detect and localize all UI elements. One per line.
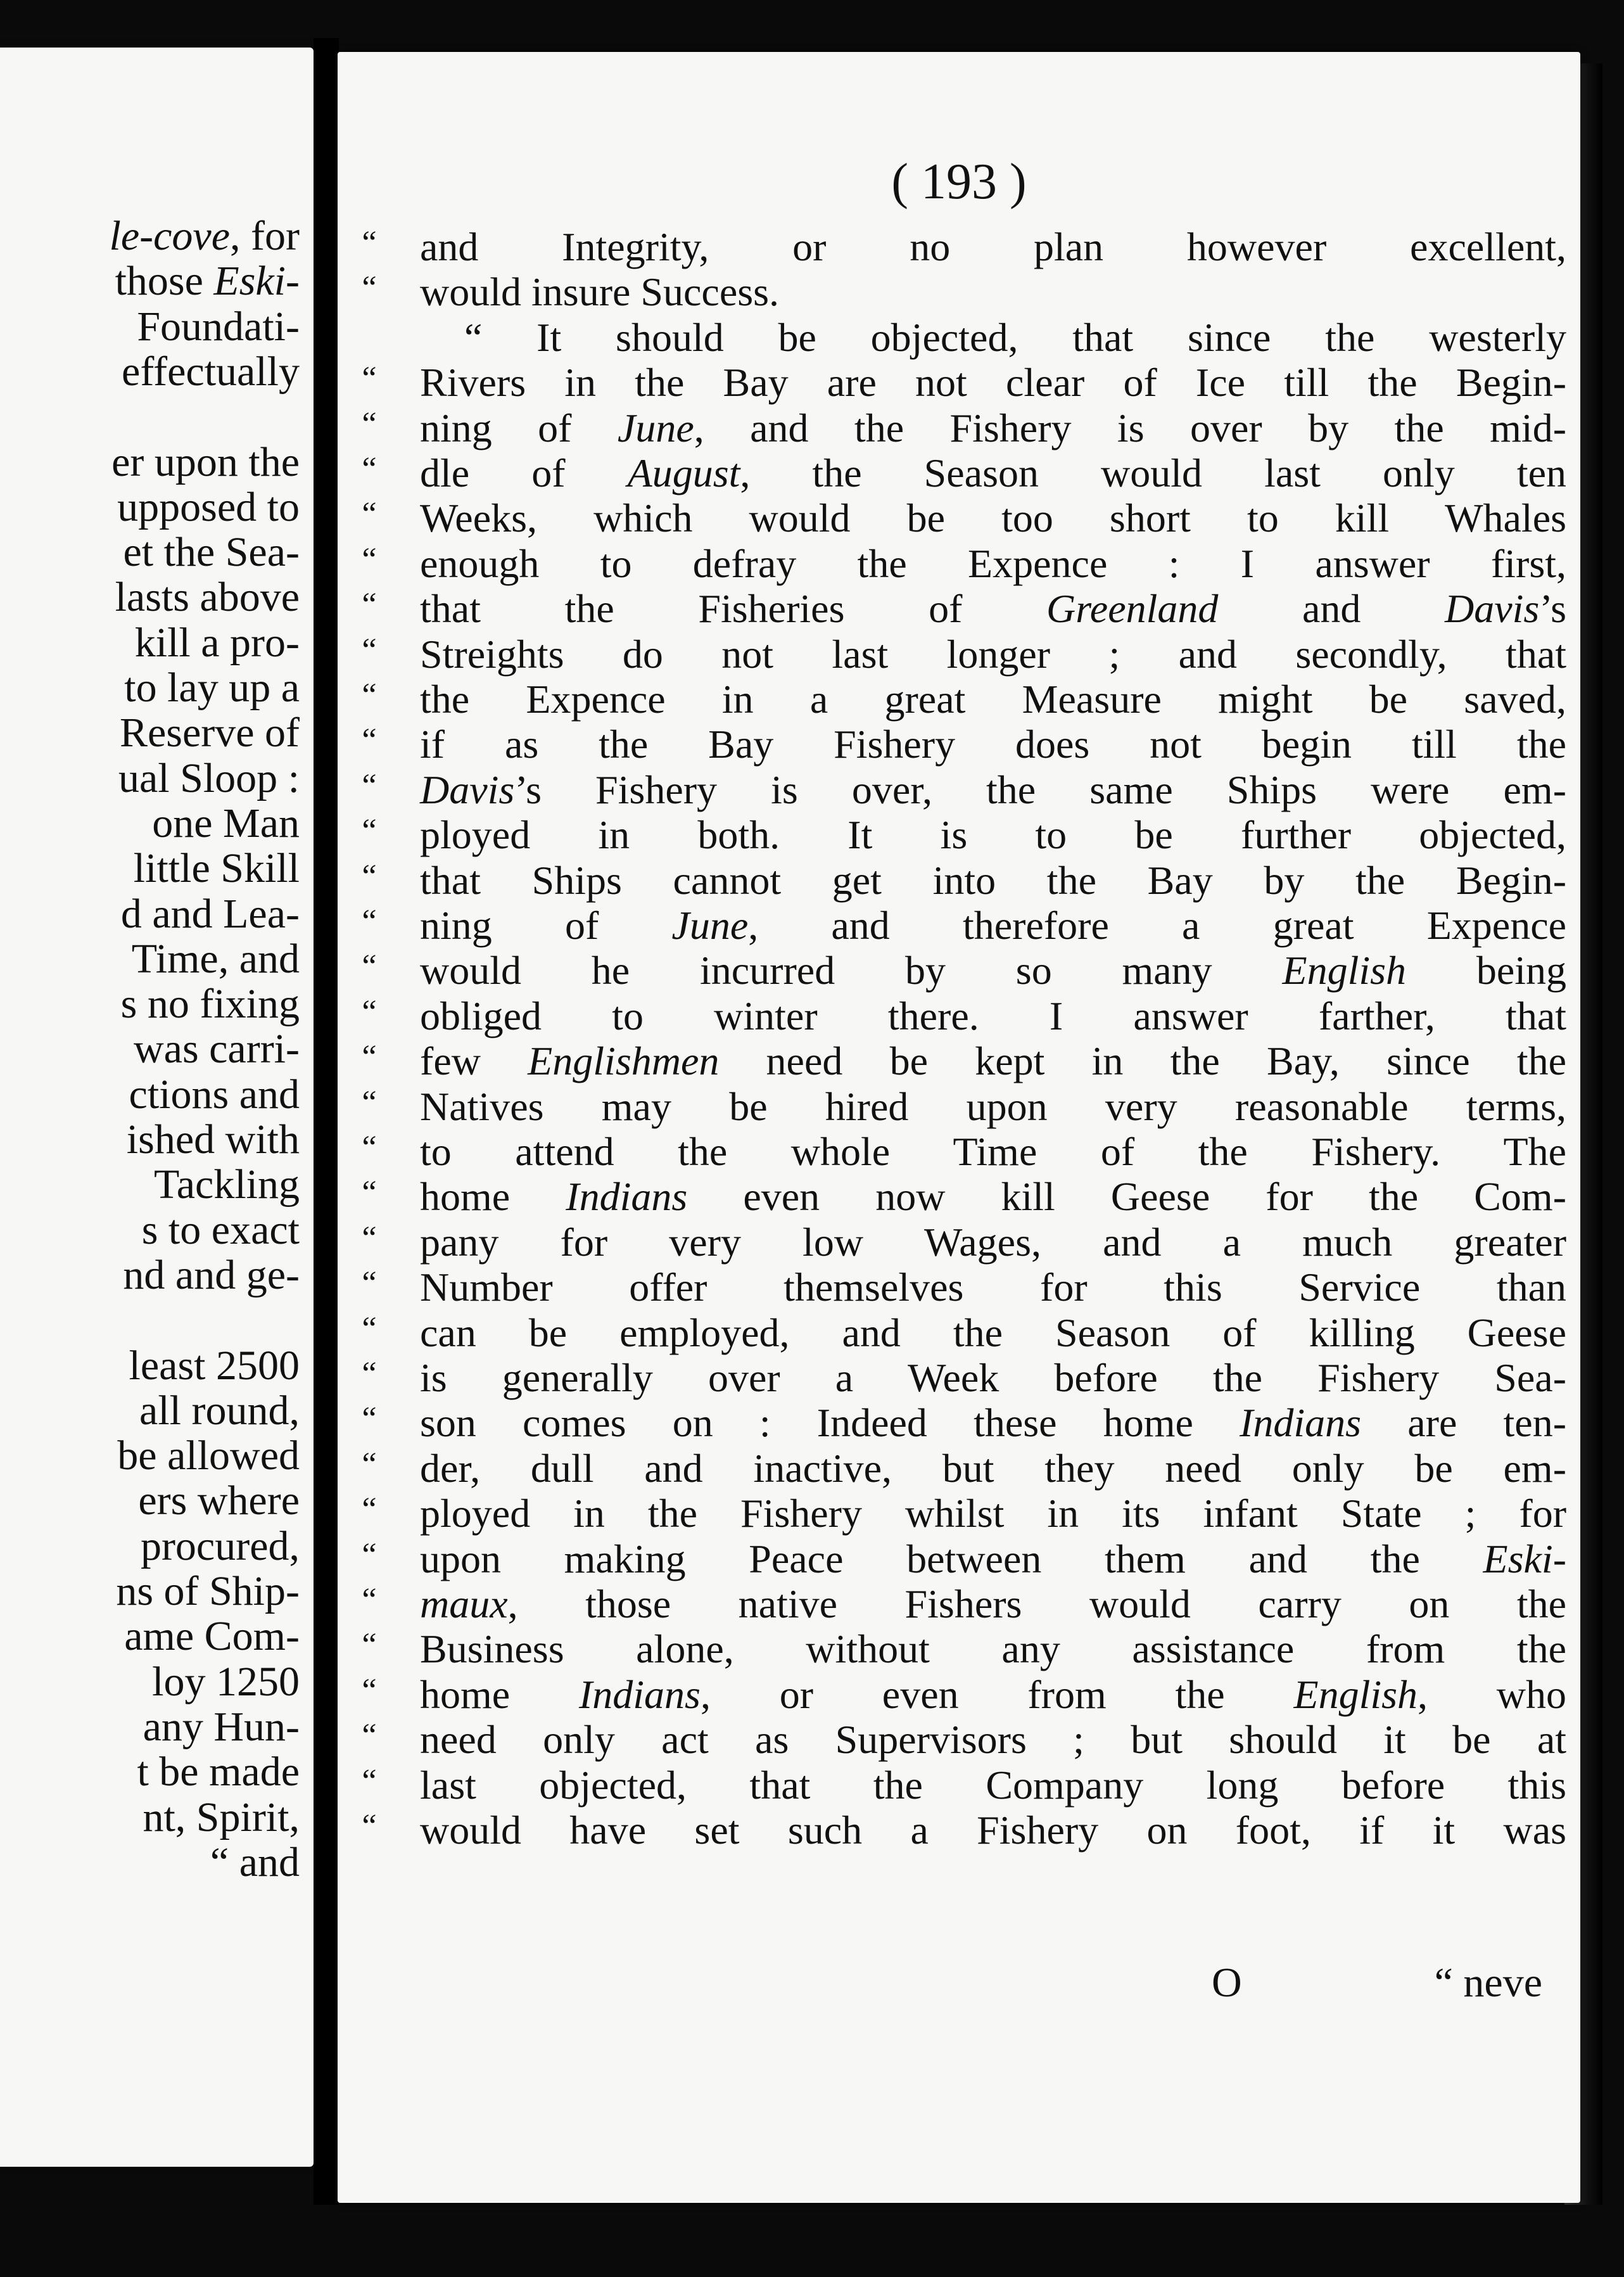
text-line (362, 1308, 1566, 1358)
left-page-line: s no fixing (120, 981, 300, 1028)
quote-mark: “ (362, 1672, 377, 1709)
left-page-line: le-cove, for (109, 213, 300, 259)
left-page-line: d and Lea- (120, 890, 300, 937)
quote-mark: “ (362, 1084, 377, 1121)
text-line (362, 810, 1566, 860)
text-line (362, 1669, 1567, 1720)
line-text: Business alone, without any assistance from the (420, 1626, 1566, 1672)
left-page-line: be allowed (117, 1432, 300, 1479)
text-line (362, 448, 1566, 499)
quote-mark: “ (362, 1310, 377, 1347)
quote-mark: “ (362, 1582, 377, 1618)
text-line (362, 1488, 1566, 1539)
left-page-line: ns of Ship- (116, 1568, 300, 1614)
left-page-line: upposed to (117, 483, 300, 530)
left-page-line: least 2500 (129, 1342, 300, 1389)
left-page-line: one Man (152, 800, 300, 846)
quote-mark: “ (362, 993, 377, 1030)
quote-mark: “ (362, 858, 377, 895)
left-page-line: those Eski- (115, 258, 300, 305)
quote-mark: “ (362, 1808, 377, 1844)
text-line (362, 493, 1566, 544)
quote-mark: “ (362, 632, 377, 668)
text-line (362, 1760, 1566, 1811)
line-text: son comes on : Indeed these home Indians are ten- (420, 1400, 1567, 1446)
quote-mark: “ (362, 1130, 377, 1166)
quote-mark: “ (362, 1220, 377, 1256)
left-page-line: kill a pro- (134, 619, 300, 666)
left-page-line: s to exact (141, 1206, 300, 1253)
text-line (362, 1805, 1566, 1856)
line-text: would have set such a Fishery on foot, if it was (420, 1808, 1566, 1853)
text-line (362, 991, 1566, 1042)
line-text: pany for very low Wages, and a much greater (420, 1219, 1566, 1265)
text-line (362, 1126, 1566, 1177)
left-page-line: et the Sea- (123, 529, 300, 576)
line-text: Natives may be hired upon very reasonable terms, (420, 1083, 1566, 1129)
text-line (362, 539, 1566, 589)
quote-mark: “ (362, 1718, 377, 1754)
text-line (362, 1624, 1566, 1674)
line-text: “ It should be objected, that since the westerly (464, 314, 1566, 360)
text-line (362, 1036, 1567, 1087)
quote-mark: “ (362, 1763, 377, 1799)
left-page-line: ame Com- (124, 1613, 300, 1660)
line-text: ning of June, and the Fishery is over by the mid- (420, 405, 1567, 450)
quote-mark: “ (362, 1356, 377, 1392)
line-text: few Englishmen need be kept in the Bay, since the (420, 1038, 1567, 1084)
line-text: Rivers in the Bay are not clear of Ice till the Begin- (420, 360, 1566, 405)
quote-mark: “ (362, 405, 377, 442)
quote-mark: “ (362, 1401, 377, 1438)
line-text: would insure Success. (420, 269, 780, 315)
quote-mark: “ (362, 903, 377, 940)
left-page-line: loy 1250 (152, 1658, 300, 1705)
left-page-line: ctions and (129, 1071, 300, 1118)
left-page-line: all round, (139, 1387, 300, 1434)
catchword: “ neve (1434, 1960, 1542, 2006)
line-text: would he incurred by so many English being (420, 948, 1567, 993)
quote-mark: “ (362, 270, 377, 307)
text-line (362, 629, 1566, 680)
left-page-line: nd and ge- (123, 1251, 300, 1298)
quote-mark: “ (362, 1175, 377, 1211)
text-line (362, 1398, 1567, 1448)
line-text: ployed in both. It is to be further objected, (420, 812, 1566, 858)
text-line (362, 1217, 1566, 1268)
line-text: upon making Peace between them and the Eski- (420, 1536, 1566, 1581)
left-page-line: any Hun- (143, 1703, 300, 1750)
text-line (362, 584, 1567, 634)
line-text: home Indians even now kill Geese for the Com- (420, 1174, 1566, 1220)
left-page-line: er upon the (111, 438, 300, 485)
left-page-line: lasts above (115, 574, 300, 621)
quote-mark: “ (362, 541, 377, 578)
line-text: Weeks, which would be too short to kill Whales (420, 495, 1566, 541)
text-line (362, 1262, 1566, 1313)
text-line (362, 222, 1566, 272)
quote-mark: “ (362, 1491, 377, 1528)
line-text: is generally over a Week before the Fishery Sea- (420, 1355, 1566, 1400)
line-text: dle of August, the Season would last only ten (420, 450, 1566, 495)
text-line (362, 1579, 1566, 1630)
quote-mark: “ (362, 451, 377, 487)
left-page-line: was carri- (133, 1026, 300, 1073)
quote-mark: “ (362, 767, 377, 804)
quote-mark: “ (362, 1265, 377, 1302)
right-page (338, 52, 1580, 2203)
text-line (362, 1443, 1566, 1494)
quote-mark: “ (362, 948, 377, 985)
line-text: last objected, that the Company long before this (420, 1762, 1566, 1808)
text-line (362, 719, 1566, 770)
quote-mark: “ (362, 1627, 377, 1664)
quote-mark: “ (362, 496, 377, 533)
text-line (362, 674, 1566, 725)
line-text: Streights do not last longer ; and secondly, that (420, 631, 1566, 677)
page-number: ( 193 ) (891, 154, 1027, 210)
text-line (362, 1534, 1566, 1585)
line-text: home Indians, or even from the English, who (420, 1671, 1567, 1717)
text-line (420, 312, 1566, 363)
line-text: can be employed, and the Season of killing Geese (420, 1310, 1566, 1355)
left-page-line: “ and (210, 1839, 300, 1885)
text-line (362, 267, 1566, 317)
left-page-line: t be made (137, 1749, 300, 1795)
quote-mark: “ (362, 722, 377, 759)
line-text: ning of June, and therefore a great Expence (420, 903, 1567, 948)
left-page-line: ers where (138, 1477, 300, 1524)
left-page-line: little Skill (133, 845, 300, 892)
left-page-line: Tackling (154, 1161, 300, 1208)
quote-mark: “ (362, 360, 377, 397)
quote-mark: “ (362, 1039, 377, 1076)
line-text: the Expence in a great Measure might be saved, (420, 677, 1566, 722)
book-gutter (314, 38, 339, 2205)
line-text: Number offer themselves for this Service than (420, 1265, 1566, 1310)
text-line (362, 1714, 1566, 1765)
line-text: to attend the whole Time of the Fishery. The (420, 1129, 1566, 1174)
text-line (362, 357, 1566, 408)
line-text: that the Fisheries of Greenland and Davis’s (420, 586, 1567, 632)
text-line (362, 1081, 1566, 1132)
quote-mark: “ (362, 1536, 377, 1573)
quote-mark: “ (362, 677, 377, 713)
text-line (362, 1353, 1566, 1403)
left-page-line: Foundati- (137, 303, 300, 350)
text-line (362, 1171, 1566, 1222)
text-line (362, 900, 1567, 951)
line-text: obliged to winter there. I answer farther, that (420, 993, 1566, 1038)
line-text: need only act as Supervisors ; but should it be at (420, 1717, 1566, 1763)
left-page-line: Time, and (131, 935, 300, 982)
text-line (362, 403, 1567, 454)
line-text: that Ships cannot get into the Bay by the Begin- (420, 857, 1566, 903)
text-line (362, 765, 1566, 815)
signature-mark: O (1212, 1960, 1242, 2006)
line-text: ployed in the Fishery whilst in its infant State ; for (420, 1491, 1566, 1536)
quote-mark: “ (362, 587, 377, 623)
quote-mark: “ (362, 225, 377, 261)
left-page (0, 48, 314, 2167)
left-page-line: nt, Spirit, (143, 1794, 300, 1840)
line-text: and Integrity, or no plan however excellent, (420, 224, 1566, 269)
line-text: maux, those native Fishers would carry on the (420, 1581, 1566, 1626)
left-page-line: to lay up a (124, 665, 300, 711)
line-text: enough to defray the Expence : I answer first, (420, 540, 1566, 586)
line-text: if as the Bay Fishery does not begin till the (420, 722, 1566, 767)
line-text: der, dull and inactive, but they need only be em- (420, 1445, 1566, 1491)
left-page-line: ual Sloop : (118, 755, 300, 801)
text-line (362, 945, 1567, 996)
quote-mark: “ (362, 813, 377, 850)
line-text: Davis’s Fishery is over, the same Ships were em- (420, 767, 1566, 812)
quote-mark: “ (362, 1446, 377, 1483)
left-page-line: Reserve of (119, 710, 300, 756)
left-page-line: effectually (122, 348, 300, 395)
left-page-line: ished with (126, 1116, 300, 1163)
left-page-line: procured, (140, 1522, 300, 1569)
text-line (362, 855, 1566, 906)
